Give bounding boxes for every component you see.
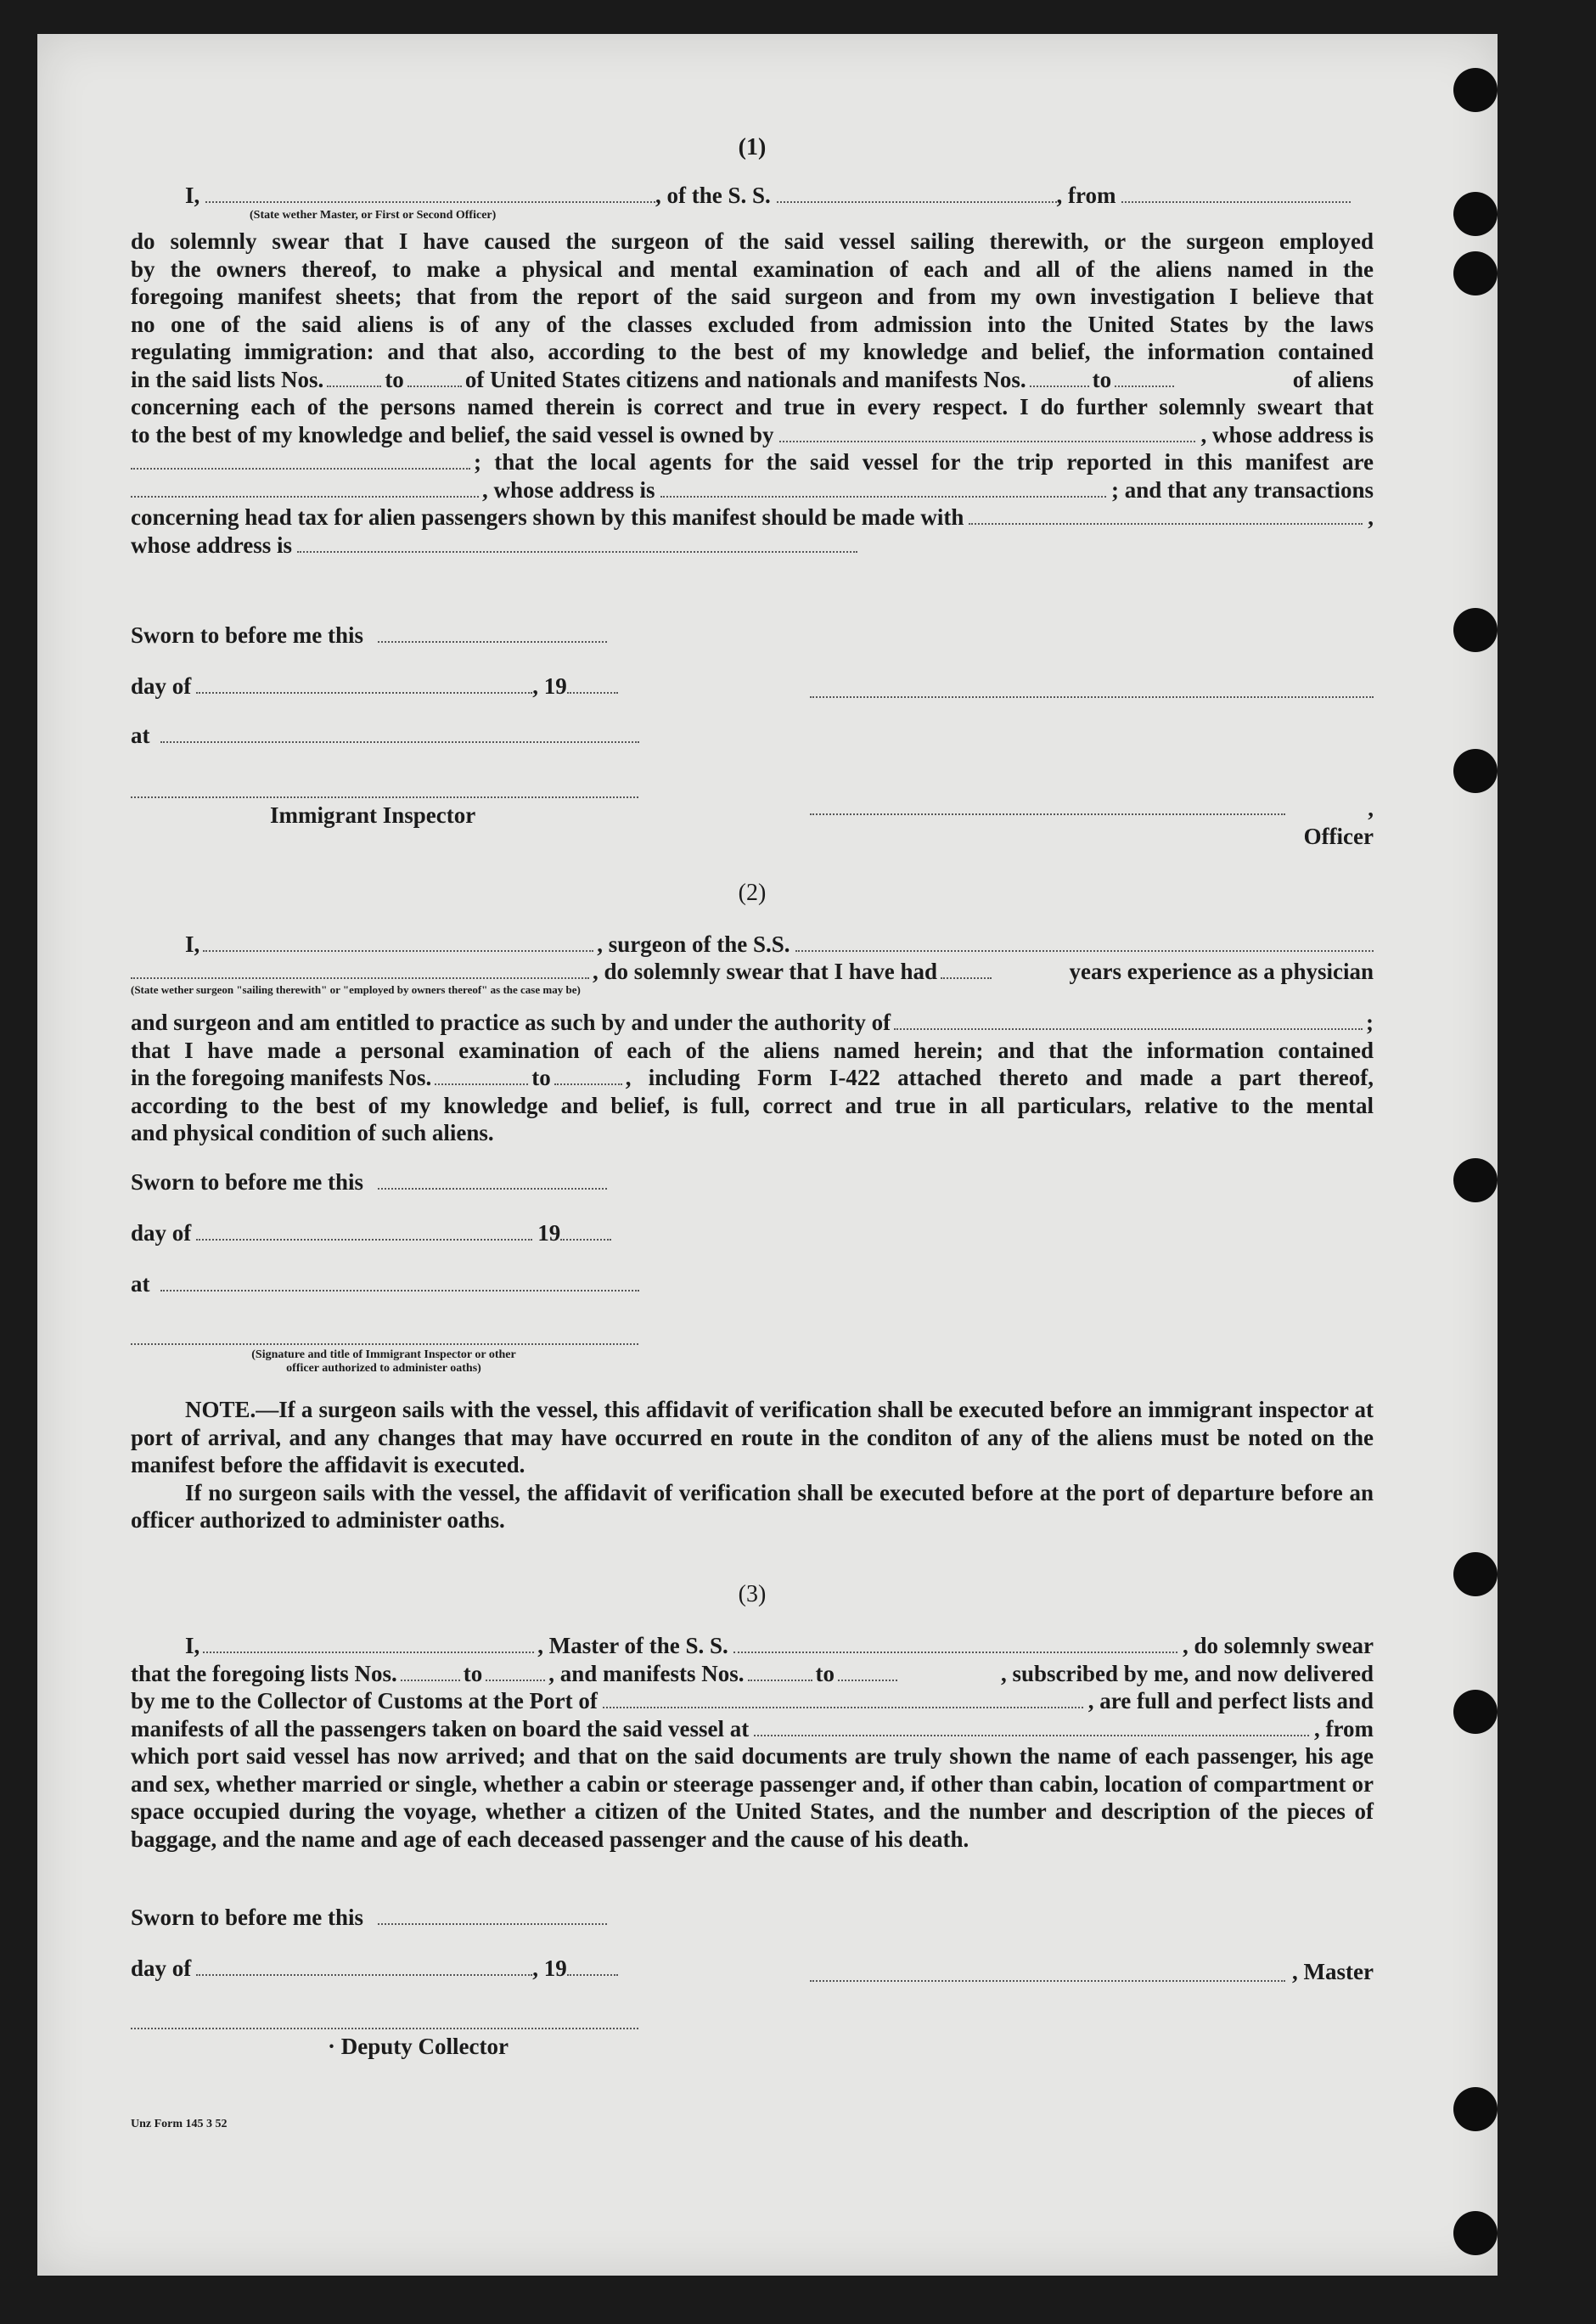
body-line: that the foregoing lists Nos. to , and manifests Nos. to , subscribed by me, and now delivered [131, 1660, 1374, 1686]
punch-hole [1453, 2087, 1498, 2131]
section-2-body [131, 1009, 1374, 1147]
body-line: regulating immigration: and that also, according to the best of my knowledge and belief, the information contained [131, 339, 1374, 364]
body-line: in the said lists Nos. to of United States citizens and nationals and manifests Nos. to of aliens [131, 366, 1374, 392]
caption-surgeon-status: (State wether surgeon "sailing therewith" or "employed by owners thereof" as the case may be) [131, 983, 581, 996]
at-line-2: at [131, 1270, 639, 1298]
note-paragraph-2: If no surgeon sails with the vessel, the affidavit of verification shall be executed before at the port of departure before an officer authorized to administer oaths. [131, 1479, 1374, 1533]
punch-hole [1453, 251, 1498, 295]
punch-hole [1453, 68, 1498, 112]
body-line: ; that the local agents for the said vessel for the trip reported in this manifest are [131, 448, 1374, 476]
body-line: foregoing manifest sheets; that from the report of the said surgeon and from my own investigation I believe that [131, 284, 1374, 309]
s3-manifest-from-field[interactable] [748, 1680, 812, 1681]
owner-address-field[interactable] [131, 468, 470, 470]
body-line: do solemnly swear that I have caused the surgeon of the said vessel sailing therewith, or the surgeon employed [131, 228, 1374, 254]
body-line: , whose address is ; and that any transactions [131, 476, 1374, 504]
section-3-number: (3) [738, 1581, 767, 1607]
section-2-number: (2) [738, 880, 767, 906]
section-1-number: (1) [738, 134, 767, 160]
section-2-line-1: I, , surgeon of the S.S. [131, 931, 1374, 959]
master-name-field[interactable] [203, 1652, 534, 1653]
section-2-line-2: , do solemnly swear that I have had years experience as a physician [131, 958, 1374, 986]
section-3-body [131, 1632, 1374, 1853]
s3-year-field[interactable] [567, 1974, 618, 1976]
punch-hole [1453, 192, 1498, 236]
body-line: I, , Master of the S. S. , do solemnly swear [185, 1633, 1374, 1658]
collector-label: · Deputy Collector [328, 2034, 509, 2059]
caption-rank: (State wether Master, or First or Second Officer) [250, 209, 497, 222]
officer-signature-field[interactable] [810, 696, 1374, 698]
inspector-signature-field[interactable] [131, 796, 638, 798]
punch-hole [1453, 608, 1498, 652]
sworn-date-field[interactable] [378, 641, 607, 643]
body-line: manifests of all the passengers taken on board the said vessel at , from [131, 1715, 1374, 1742]
master-vessel-field[interactable] [733, 1652, 1177, 1653]
punch-hole [1453, 2211, 1498, 2255]
body-line: that I have made a personal examination of each of the aliens named herein; and that the information contained [131, 1037, 1374, 1063]
note-paragraph-1: NOTE.—If a surgeon sails with the vessel, this affidavit of verification shall be executed before an immigrant inspector at port of arrival, and any changes that may have occurred en route in the conditon of any of the aliens must be noted on the manifest before the affidavit is executed. [131, 1397, 1374, 1477]
surgeon-status-field[interactable] [131, 977, 589, 979]
s3-list-to-field[interactable] [486, 1680, 545, 1681]
s2-signature-caption: (Signature and title of Immigrant Inspector or other officer authorized to administer oaths) [251, 1348, 516, 1375]
s2-day-field[interactable] [196, 1239, 532, 1241]
punch-hole [1453, 1690, 1498, 1734]
collector-signature-field[interactable] [131, 2028, 638, 2029]
vessel-field[interactable] [777, 201, 1057, 203]
body-line: and surgeon and am entitled to practice as such by and under the authority of ; [131, 1010, 1374, 1035]
day-of-field[interactable] [196, 692, 532, 694]
day-of-line-1: day of , 19 [131, 672, 618, 701]
s2-signature-field[interactable] [131, 1343, 638, 1345]
body-line: no one of the said aliens is of any of the classes excluded from admission into the United States by the laws [131, 311, 1374, 337]
master-label: , Master [1292, 1959, 1374, 1984]
owner-field[interactable] [779, 441, 1196, 442]
years-field[interactable] [941, 977, 992, 979]
officer-field[interactable] [810, 813, 1285, 815]
name-field[interactable] [205, 201, 655, 203]
body-line: to the best of my knowledge and belief, the said vessel is owned by , whose address is [131, 421, 1374, 447]
agents-address-field[interactable] [660, 496, 1106, 498]
sworn-line-3: Sworn to before me this [131, 1904, 607, 1932]
section-1-body [131, 228, 1374, 559]
punch-hole [1453, 1552, 1498, 1596]
day-of-line-2: day of 19 [131, 1219, 611, 1247]
body-line: whose address is [131, 532, 1374, 560]
punch-hole [1453, 749, 1498, 793]
body-line: concerning each of the persons named therein is correct and true in every respect. I do further solemnly sweart that [131, 394, 1374, 419]
head-tax-field[interactable] [969, 523, 1363, 525]
surgeon-name-field[interactable] [203, 950, 593, 952]
form-number: Unz Form 145 3 52 [131, 2118, 228, 2130]
s2-sworn-field[interactable] [378, 1188, 607, 1190]
s3-sworn-field[interactable] [378, 1923, 607, 1925]
year-field[interactable] [567, 692, 618, 694]
s2-year-field[interactable] [560, 1239, 611, 1241]
officer-label: , Officer [1303, 796, 1374, 849]
surgeon-vessel-field[interactable] [795, 950, 1374, 952]
note-block [131, 1396, 1374, 1534]
port-field[interactable] [603, 1707, 1083, 1708]
manifest-from-field[interactable] [1030, 385, 1089, 387]
body-paragraph: which port said vessel has now arrived; and that on the said documents are truly shown the name of each passenger, his age and sex, whether married or single, whether a cabin or steerage passenger and, if other than cabin, location of compartment or space occupied during the voyage, whether a citizen of the United States, and the number and description of the pieces of baggage, and the name and age of each deceased passenger and the cause of his death. [131, 1743, 1374, 1852]
body-line: by me to the Collector of Customs at the Port of , are full and perfect lists and [131, 1688, 1374, 1713]
body-line: and physical condition of such aliens. [131, 1120, 494, 1145]
manifest-to-field[interactable] [1115, 385, 1174, 387]
body-line: in the foregoing manifests Nos. to , including Form I-422 attached thereto and made a part thereof, [131, 1065, 1374, 1090]
document-page [37, 34, 1498, 2276]
body-line: concerning head tax for alien passengers shown by this manifest should be made with , [131, 504, 1374, 530]
master-signature-field[interactable] [810, 1980, 1285, 1982]
boarding-port-field[interactable] [754, 1735, 1309, 1736]
authority-field[interactable] [894, 1028, 1363, 1030]
inspector-label: Immigrant Inspector [270, 802, 476, 828]
at-line-1: at [131, 722, 639, 750]
s3-manifest-to-field[interactable] [838, 1680, 897, 1681]
list-to-field[interactable] [407, 385, 462, 387]
s2-manifest-from-field[interactable] [435, 1083, 528, 1085]
s2-manifest-to-field[interactable] [554, 1083, 622, 1085]
list-from-field[interactable] [327, 385, 381, 387]
agents-field[interactable] [131, 496, 479, 498]
s3-day-field[interactable] [196, 1974, 532, 1976]
s2-at-field[interactable] [160, 1290, 639, 1291]
sworn-line-2: Sworn to before me this [131, 1168, 607, 1196]
sworn-line-1: Sworn to before me this [131, 622, 607, 650]
from-field[interactable] [1121, 201, 1351, 203]
head-tax-address-field[interactable] [297, 551, 857, 553]
body-line: by the owners thereof, to make a physical and mental examination of each and all of the aliens named in the [131, 256, 1374, 282]
body-line: according to the best of my knowledge and belief, is full, correct and true in all particulars, relative to the mental [131, 1092, 1374, 1118]
section-1-first-line: I, , of the S. S. , from [131, 182, 1374, 210]
s3-list-from-field[interactable] [401, 1680, 460, 1681]
at-field[interactable] [160, 741, 639, 743]
day-of-line-3: day of , 19 [131, 1955, 618, 1983]
punch-hole [1453, 1158, 1498, 1202]
